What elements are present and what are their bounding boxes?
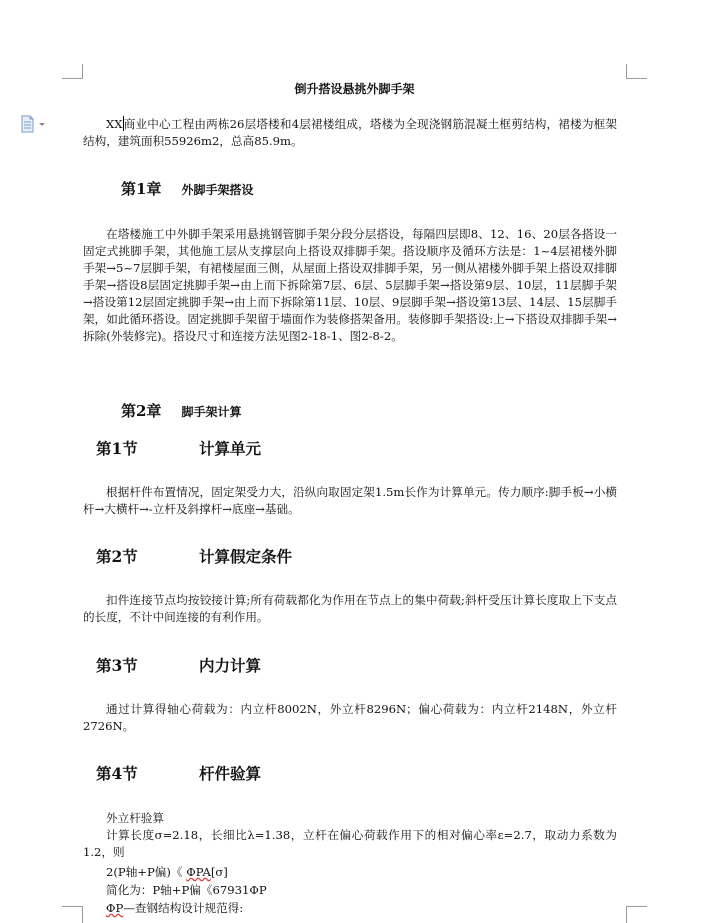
document-title: 倒升搭设悬挑外脚手架	[294, 82, 415, 96]
section-4-title: 杆件验算	[199, 764, 262, 783]
section-3-body[interactable]	[83, 701, 617, 735]
section-2-heading	[96, 545, 293, 567]
verification-subheading: 外立杆验算	[106, 811, 164, 825]
crop-mark-top-left	[62, 64, 83, 79]
crop-mark-bottom-right	[626, 906, 647, 923]
formula-3-suffix: —查钢结构设计规范得:	[123, 901, 244, 915]
formula-line-2: 简化为：P轴+P偏《67931ΦP	[106, 883, 267, 897]
chapter-2-heading	[121, 400, 241, 421]
formula-1-spellcheck: ΦPA	[186, 865, 211, 879]
section-4-heading	[96, 762, 262, 784]
formula-line-1	[106, 864, 228, 880]
chapter-1-number: 第1章	[121, 180, 162, 198]
formula-1-prefix: 2(P轴+P偏)《	[106, 865, 187, 879]
section-1-title: 计算单元	[199, 439, 262, 458]
crop-mark-top-right	[626, 64, 647, 79]
section-2-body[interactable]	[83, 592, 617, 626]
chapter-1-title: 外脚手架搭设	[181, 183, 254, 197]
section-3-paragraph: 通过计算得轴心荷载为：内立杆8002N，外立杆8296N；偏心荷载为：内立杆2148N，外立杆2726N。	[83, 702, 617, 733]
chapter-2-title: 脚手架计算	[181, 405, 242, 419]
section-4-number: 第4节	[96, 764, 138, 783]
section-2-number: 第2节	[96, 547, 138, 566]
intro-text: 商业中心工程由两栋26层塔楼和4层裙楼组成，塔楼为全现浇钢筋混凝土框剪结构，裙楼为框架结构，建筑面积55926m2，总高85.9m。	[83, 117, 617, 148]
chapter-2-number: 第2章	[121, 402, 162, 420]
verification-calc-text: 计算长度σ=2.18，长细比λ=1.38，立杆在偏心荷载作用下的相对偏心率ε=2.7，取动力系数为1.2，则	[83, 828, 617, 859]
document-icon	[20, 115, 48, 133]
section-2-title: 计算假定条件	[199, 547, 293, 566]
paragraph-options-button[interactable]	[20, 115, 48, 133]
section-3-number: 第3节	[96, 656, 138, 675]
verification-calc[interactable]	[83, 827, 617, 861]
section-1-heading	[96, 437, 262, 459]
section-1-number: 第1节	[96, 439, 138, 458]
chapter-1-body[interactable]	[83, 226, 617, 345]
caret-down-icon	[39, 123, 45, 126]
chapter-1-heading	[121, 178, 253, 199]
formula-1-suffix: [σ]	[210, 865, 228, 879]
formula-line-3	[106, 900, 243, 916]
section-1-paragraph: 根据杆件布置情况，固定架受力大，沿纵向取固定架1.5m长作为计算单元。传力顺序:脚手板→小横杆→大横杆→-立杆及斜撑杆→底座→基础。	[83, 485, 617, 516]
intro-prefix: XX	[106, 117, 123, 131]
crop-mark-bottom-left	[62, 906, 83, 923]
intro-paragraph[interactable]	[83, 116, 617, 150]
section-3-title: 内力计算	[199, 656, 262, 675]
section-2-paragraph: 扣件连接节点均按铰接计算;所有荷载都化为作用在节点上的集中荷载;斜杆受压计算长度取上下支点的长度，不计中间连接的有利作用。	[83, 593, 617, 624]
formula-3-spellcheck: ΦP	[106, 901, 124, 915]
chapter-1-paragraph: 在塔楼施工中外脚手架采用悬挑钢管脚手架分段分层搭设，每隔四层即8、12、16、20层各搭设一固定式挑脚手架，其他施工层从支撑层向上搭设双排脚手架。搭设顺序及循环方法是：1~4层裙楼外脚手架→5~7层脚手架，有裙楼屋面三侧，从屋面上搭设双排脚手架，另一侧从裙楼外脚手架上搭设双排脚手架→搭设8层固定挑脚手架→由上而下拆除第7层、6层、5层脚手架→搭设第9层、10层，11层脚手架→搭设第12层固定挑脚手架→由上而下拆除第11层、10层、9层脚手架→搭设第13层、14层、15层脚手架，如此循环搭设。固定挑脚手架留于墙面作为装修搭架备用。装修脚手架搭设:上→下搭设双排脚手架→拆除(外装修完)。搭设尺寸和连接方法见图2-18-1、图2-8-2。	[83, 227, 617, 343]
section-1-body[interactable]	[83, 484, 617, 518]
section-3-heading	[96, 654, 262, 676]
